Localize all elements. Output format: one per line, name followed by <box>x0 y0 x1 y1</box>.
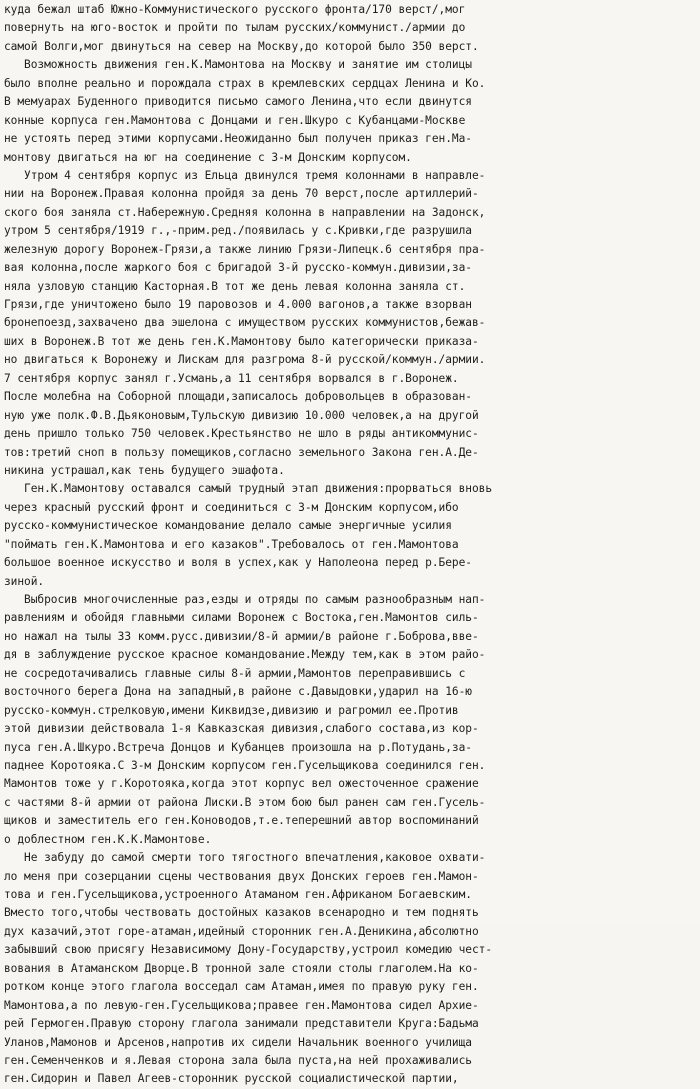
text-line: вая колонна,после жаркого боя с бригадой 3-й русско-коммун.дивизии,за- <box>4 261 472 275</box>
text-line: не сосредотачивались главные силы 8-й армии,Мамонтов переправившись с <box>4 666 466 680</box>
text-line: Мамонтов тоже у г.Коротояка,когда этот корпус вел ожесточенное сражение <box>4 777 479 791</box>
text-line: железную дорогу Воронеж-Грязи,а также линию Грязи-Липецк.6 сентября пра- <box>4 242 486 256</box>
text-line: ную уже полк.Ф.В.Дьяконовым,Тульскую дивизию 10.000 человек,а на другой <box>4 408 479 422</box>
text-line: дух казачий,этот горе-атаман,идейный сторонник ген.А.Деникина,абсолютно <box>4 924 479 938</box>
text-line: восточного берега Дона на западный,в районе с.Давыдовки,ударил на 16-ю <box>4 685 472 699</box>
text-line: ших в Воронеж.В тот же день ген.К.Мамонтову было категорически приказа- <box>4 334 479 348</box>
text-line: русско-коммун.стрелковую,имени Киквидзе,дивизию и рагромил ее.Против <box>4 703 459 717</box>
text-line: ло меня при созерцании сцены чествования двух Донских героев ген.Мамон- <box>4 869 479 883</box>
text-line: "поймать ген.К.Мамонтова и его казаков".Требовалось от ген.Мамонтова <box>4 537 459 551</box>
text-line: вования в Атаманском Дворце.В тронной зале стояли столы глаголем.На ко- <box>4 961 479 975</box>
text-line: но нажал на тылы 33 комм.русс.дивизии/8-й армии/в районе г.Боброва,вве- <box>4 629 479 643</box>
text-line: самой Волги,мог двинуться на север на Москву,до которой было 350 верст. <box>4 39 479 53</box>
text-line: щиков и заместитель его ген.Коноводов,т.е.теперешний автор воспоминаний <box>4 814 479 828</box>
text-line: куда бежал штаб Южно-Коммунистического русского фронта/170 верст/,мог <box>4 3 466 16</box>
text-line: ген.Семенченков и я.Левая сторона зала была пуста,на ней прохаживались <box>4 1053 472 1067</box>
text-line: пуса ген.А.Шкуро.Встреча Донцов и Кубанцев произошла на р.Потудань,за- <box>4 740 472 754</box>
text-line: ского боя заняла ст.Набережную.Средняя колонна в направлении на Задонск, <box>4 205 486 219</box>
text-line: тов:третий сноп в пользу помещиков,согласно земельного Закона ген.А.Де- <box>4 445 479 459</box>
text-line: бронепоезд,захвачено два эшелона с имуществом русских коммунистов,бежав- <box>4 316 486 330</box>
text-line: Ген.К.Мамонтову оставался самый трудный этап движения:прорваться вновь <box>4 482 493 496</box>
text-line: не устоять перед этими корпусами.Неожиданно был получен приказ ген.Ма- <box>4 132 472 146</box>
text-line: В мемуарах Буденного приводится письмо самого Ленина,что если двинутся <box>4 95 472 109</box>
text-line: рей Гермоген.Правую сторону глагола занимали представители Круга:Бадьма <box>4 1017 479 1031</box>
text-line: паднее Коротояка.С 3-м Донским корпусом ген.Гусельщикова соединился ген. <box>4 758 486 772</box>
text-line: никина устрашал,как тень будущего эшафота. <box>4 463 285 477</box>
text-line: русско-коммунистическое командование делало самые энергичные усилия <box>4 519 452 533</box>
text-line: Грязи,где уничтожено было 19 паровозов и 4.000 вагонов,а также взорван <box>4 298 472 311</box>
text-line: с частями 8-й армии от района Лиски.В этом бою был ранен сам ген.Гусель- <box>4 795 486 809</box>
text-line: день пришло только 750 человек.Крестьянство не шло в ряды антикоммунис- <box>4 427 479 441</box>
text-line: Уланов,Мамонов и Арсенов,напротив их сидели Начальник военного училища <box>4 1035 472 1049</box>
text-line: няла узловую станцию Касторная.В тот же день левая колонна заняла ст. <box>4 279 466 293</box>
text-line: этой дивизии действовала 1-я Кавказская дивизия,слабого состава,из кор- <box>4 722 479 736</box>
text-line: После молебна на Соборной площади,записалось добровольцев в образован- <box>4 390 472 404</box>
text-line: ротком конце этого глагола восседал сам Атаман,имея по правую руку ген. <box>4 980 479 994</box>
text-line: конные корпуса ген.Мамонтова с Донцами и ген.Шкуро с Кубанцами-Москве <box>4 113 466 127</box>
text-line: большое военное искусство и воля в успех,как у Наполеона перед р.Бере- <box>4 556 472 570</box>
text-line: забывший свою присягу Независимому Дону-Государству,устроил комедию чест- <box>4 943 493 957</box>
text-line: Не забуду до самой смерти того тягостного впечатления,каковое охвати- <box>4 851 486 865</box>
text-line: дя в заблуждение русское красное командование.Между тем,как в этом райо- <box>4 648 486 662</box>
text-line: нии на Воронеж.Правая колонна пройдя за день 70 верст,после артиллерий- <box>4 187 479 201</box>
text-line: 7 сентября корпус занял г.Усмань,а 11 сентября ворвался в г.Воронеж. <box>4 371 459 385</box>
text-line: Выбросив многочисленные раз,езды и отряды по самым разнообразным нап- <box>4 593 486 606</box>
text-line: было вполне реально и порождала страх в кремлевских сердцах Ленина и Ко. <box>4 76 486 90</box>
text-line: Возможность движения ген.К.Мамонтова на Москву и занятие им столицы <box>4 58 472 72</box>
text-line: Мамонтова,а по левую-ген.Гусельщикова;правее ген.Мамонтова сидел Архие- <box>4 998 479 1012</box>
text-line: через красный русский фронт и соединиться с 3-м Донским корпусом,ибо <box>4 500 459 514</box>
text-line: това и ген.Гусельщикова,устроенного Атаманом ген.Африканом Богаевским. <box>4 888 472 901</box>
text-line: о доблестном ген.К.К.Мамонтове. <box>4 832 212 846</box>
text-line: равлениям и обойдя главными силами Воронеж с Востока,ген.Мамонтов силь- <box>4 611 479 625</box>
text-line: но двигаться к Воронежу и Лискам для разгрома 8-й русской/коммун./армии. <box>4 353 486 367</box>
text-line: монтову двигаться на юг на соединение с 3-м Донским корпусом. <box>4 150 412 164</box>
text-line: Вместо того,чтобы чествовать достойных казаков всенародно и тем поднять <box>4 906 479 920</box>
page-text <box>4 1 698 1089</box>
text-line: повернуть на юго-восток и пройти по тылам русских/коммунист./армии до <box>4 21 466 35</box>
text-line: утром 5 сентября/1919 г.,-прим.ред./появилась у с.Кривки,где разрушила <box>4 224 472 238</box>
text-line: зиной. <box>4 574 45 588</box>
text-line: Утром 4 сентября корпус из Ельца двинулся тремя колоннами в направле- <box>4 168 486 182</box>
text-line: ген.Сидорин и Павел Агеев-сторонник русской социалистической партии, <box>4 1072 459 1086</box>
